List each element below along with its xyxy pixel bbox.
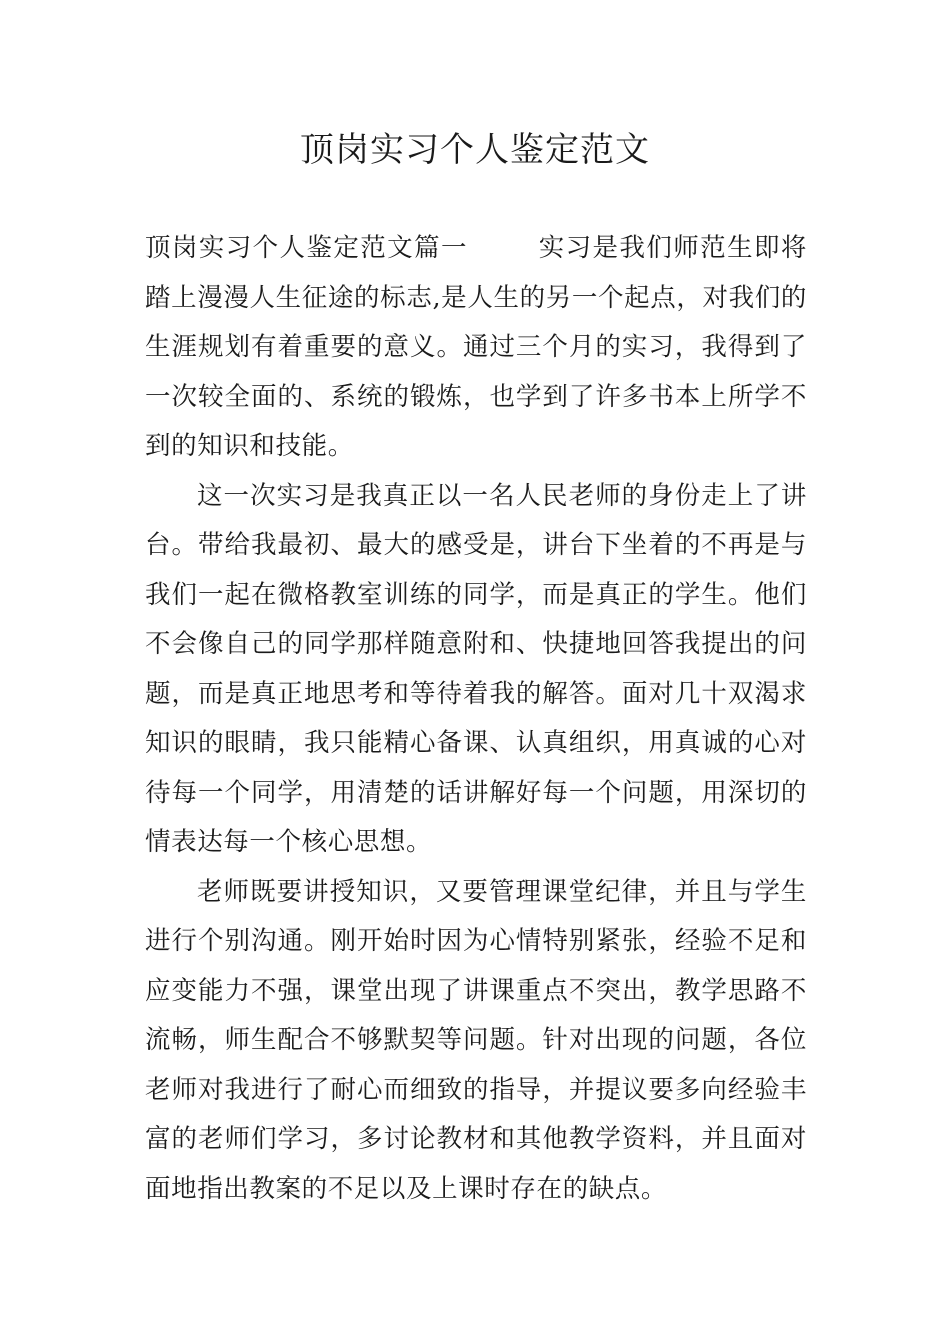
paragraph-2: 这一次实习是我真正以一名人民老师的身份走上了讲台。带给我最初、最大的感受是，讲台下坐着的不再是与我们一起在微格教室训练的同学，而是真正的学生。他们不会像自己的同学那样随意附和、快捷地回答我提出的问题，而是真正地思考和等待着我的解答。面对几十双渴求知识的眼睛，我只能精心备课、认真组织，用真诚的心对待每一个同学，用清楚的话讲解好每一个问题，用深切的情表达每一个核心思想。 bbox=[145, 480, 807, 857]
document-body bbox=[145, 224, 807, 1214]
paragraph-1-text: 实习是我们师范生即将踏上漫漫人生征途的标志,是人生的另一个起点，对我们的生涯规划有着重要的意义。通过三个月的实习，我得到了一次较全面的、系统的锻炼，也学到了许多书本上所学不到的知识和技能。 bbox=[145, 233, 807, 461]
paragraph-3: 老师既要讲授知识，又要管理课堂纪律，并且与学生进行个别沟通。刚开始时因为心情特别紧张，经验不足和应变能力不强，课堂出现了讲课重点不突出，教学思路不流畅，师生配合不够默契等问题。针对出现的问题，各位老师对我进行了耐心而细致的指导，并提议要多向经验丰富的老师们学习，多讨论教材和其他教学资料，并且面对面地指出教案的不足以及上课时存在的缺点。 bbox=[145, 876, 807, 1204]
document-title: 顶岗实习个人鉴定范文 bbox=[300, 130, 650, 170]
paragraph-1 bbox=[145, 224, 807, 472]
section-heading-label: 顶岗实习个人鉴定范文篇一 bbox=[145, 233, 468, 263]
